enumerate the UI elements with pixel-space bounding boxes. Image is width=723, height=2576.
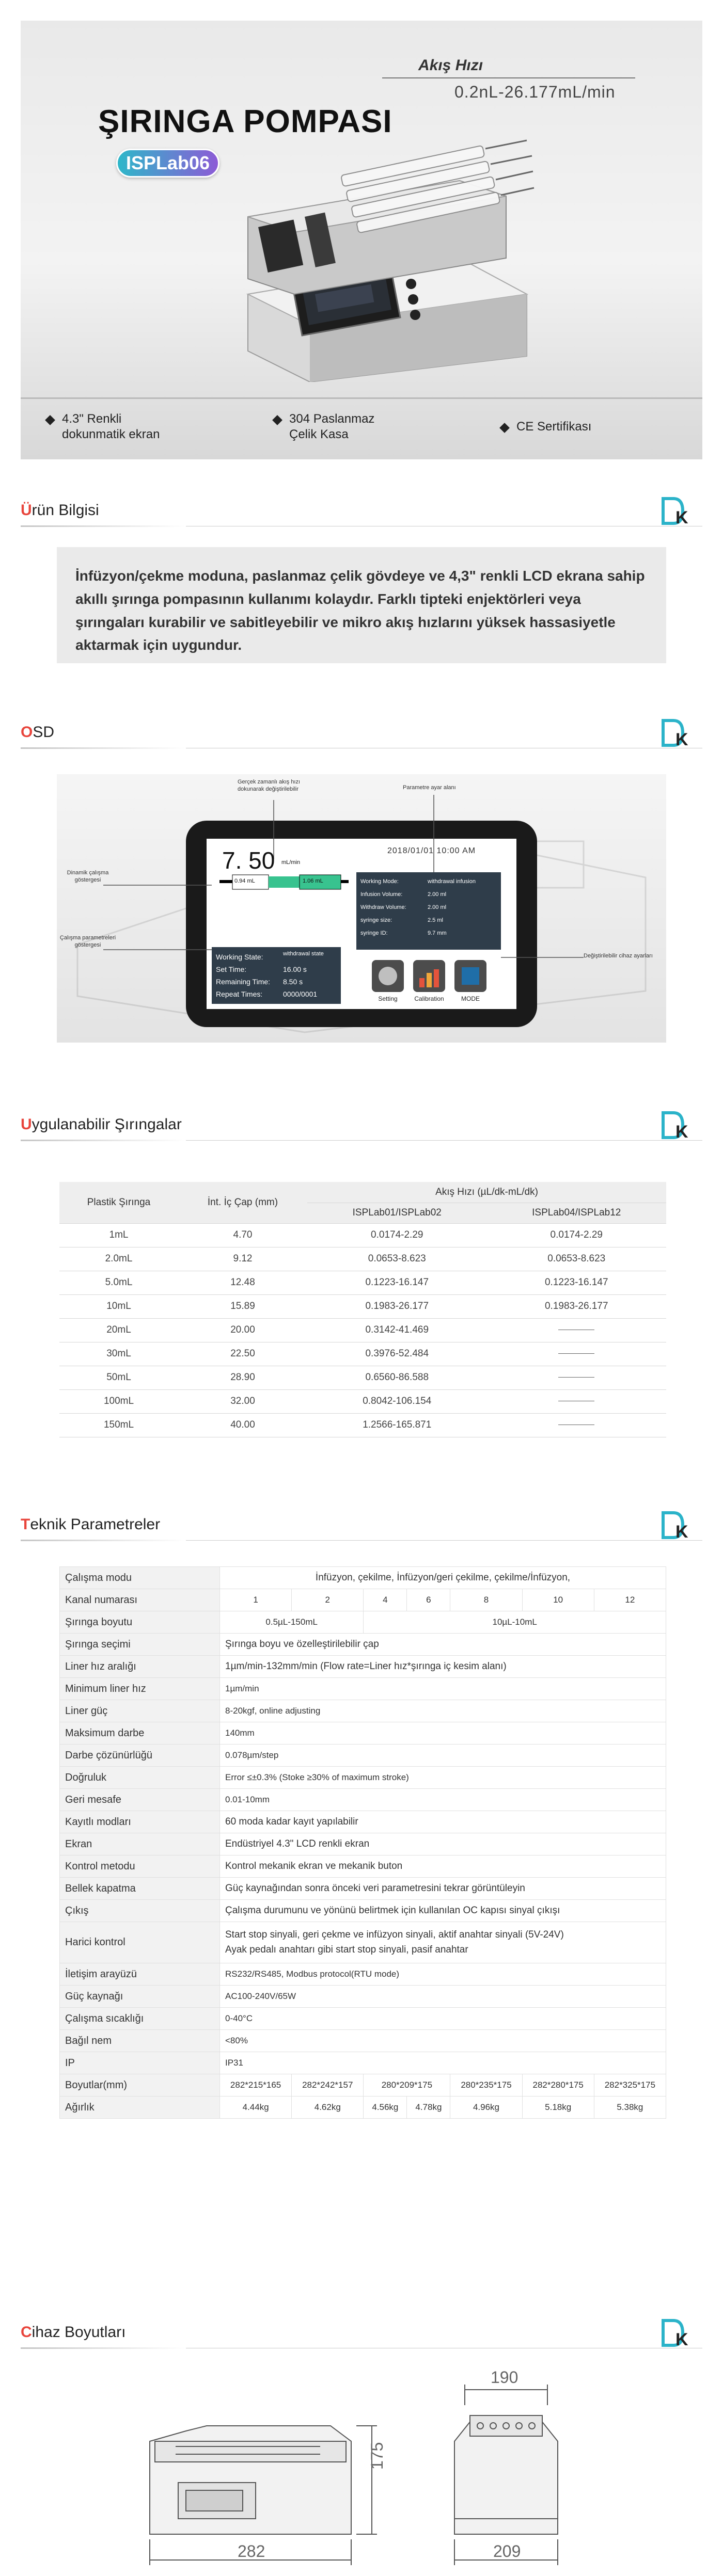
table-row: Çalışma modu İnfüzyon, çekilme, İnfüzyon/geri çekilme, çekilme/İnfüzyon, (60, 1567, 666, 1589)
param-row: Infusion Volume: 2.00 ml (360, 891, 447, 898)
flow-rate-divider (382, 77, 635, 78)
dk-logo-icon (660, 497, 692, 525)
table-row: 100mL 32.00 0.8042-106.154 (59, 1389, 666, 1413)
table-row: Liner hız aralığı 1µm/min-132mm/min (Flow rate=Liner hız*şırınga iç kesim alanı) (60, 1656, 666, 1678)
table-row: Doğruluk Error ≤±0.3% (Stoke ≥30% of maximum stroke) (60, 1767, 666, 1789)
param-row: Working Mode: withdrawal infusion (360, 878, 476, 885)
section-underline (21, 1140, 186, 1141)
table-row: Şırınga seçimi Şırınga boyu ve özelleştirilebilir çap (60, 1634, 666, 1656)
diamond-bullet-icon (45, 415, 55, 425)
section-title: Cihaz Boyutları (21, 2324, 126, 2341)
svg-text:K: K (675, 730, 688, 747)
table-row: Bellek kapatma Güç kaynağından sonra önceki veri parametresini tekrar görüntüleyin (60, 1878, 666, 1900)
table-row: Kontrol metodu Kontrol mekanik ekran ve mekanik buton (60, 1855, 666, 1878)
svg-text:K: K (675, 2330, 688, 2347)
screen-calibration-button[interactable]: Calibration (414, 995, 444, 1002)
table-row: 5.0mL 12.48 0.1223-16.147 0.1223-16.147 (59, 1271, 666, 1294)
table-row: Darbe çözünürlüğü 0.078µm/step (60, 1745, 666, 1767)
screen-datetime: 2018/01/01 10:00 AM (387, 846, 476, 855)
table-row: 2.0mL 9.12 0.0653-8.623 0.0653-8.623 (59, 1247, 666, 1271)
table-row: Liner güç 8-20kgf, online adjusting (60, 1700, 666, 1722)
dk-logo-icon (660, 2318, 692, 2347)
col-header: ISPLab01/ISPLab02 (307, 1203, 487, 1223)
section-title: Uygulanabilir Şırıngalar (21, 1116, 182, 1133)
state-row: Set Time: 16.00 s (216, 965, 307, 973)
dk-logo-icon (660, 718, 692, 747)
syringe-table (59, 1182, 666, 1437)
table-row: Çalışma sıcaklığı 0-40°C (60, 2008, 666, 2030)
dk-logo-icon (660, 1511, 692, 1540)
feature-line: 304 Paslanmaz (289, 411, 375, 426)
svg-text:K: K (675, 1122, 688, 1140)
dim-width-label: 282 (238, 2542, 265, 2561)
screen-syringe-right: 1.06 mL (303, 878, 323, 884)
section-underline (21, 2347, 186, 2349)
state-row: Repeat Times: 0000/0001 (216, 990, 318, 998)
feature-steel (274, 411, 449, 442)
screen-rate-unit: mL/min (281, 859, 301, 866)
screen-state-list (216, 951, 338, 1000)
param-row: syringe ID: 9.7 mm (360, 930, 447, 936)
table-row: Kayıtlı modları 60 moda kadar kayıt yapılabilir (60, 1811, 666, 1833)
dk-logo-icon (660, 1111, 692, 1140)
product-info-text: İnfüzyon/çekme moduna, paslanmaz çelik gövdeye ve 4,3" renkli LCD ekrana sahip akıllı şırınga pompasının kullanımı kolaydır. Farklı tipteki enjektörleri veya şırıngaları kurabilir ve sabitleyebilir ve mikro akış hızlarını yüksek hassasiyetle aktarmak için uygundur. (75, 568, 645, 653)
table-row: 10mL 15.89 0.1983-26.177 0.1983-26.177 (59, 1294, 666, 1318)
osd-diagram (57, 774, 666, 1043)
col-header: ISPLab04/ISPLab12 (487, 1203, 667, 1223)
section-title: OSD (21, 724, 55, 741)
callout-param-area: Parametre ayar alanı (403, 785, 456, 791)
section-underline (21, 747, 186, 749)
diamond-bullet-icon (272, 415, 282, 425)
table-row: Ekran Endüstriyel 4.3" LCD renkli ekran (60, 1833, 666, 1855)
table-row: İletişim arayüzü RS232/RS485, Modbus protocol(RTU mode) (60, 1963, 666, 1986)
param-row: Withdraw Volume: 2.00 ml (360, 904, 447, 910)
section-title: Teknik Parametreler (21, 1516, 161, 1533)
feature-ce (501, 419, 677, 435)
dash-icon (558, 1377, 594, 1378)
feature-line: Çelik Kasa (289, 427, 349, 441)
state-row: Working State: withdrawal state (216, 951, 324, 961)
callout-device-settings: Değiştirilebilir cihaz ayarları (584, 953, 653, 959)
model-badge: ISPLab06 (116, 149, 219, 178)
callout-dynamic: Dinamik çalışma göstergesi (67, 870, 109, 884)
diamond-bullet-icon (499, 423, 510, 433)
table-row: 30mL 22.50 0.3976-52.484 (59, 1342, 666, 1366)
flow-rate-block (382, 57, 635, 102)
section-title: Ürün Bilgisi (21, 502, 99, 519)
table-row: Şırınga boyutu 0.5µL-150mL 10µL-10mL (60, 1611, 666, 1634)
section-header-product-info (21, 490, 702, 526)
svg-text:K: K (675, 1522, 688, 1540)
table-row: Kanal numarası 1 2 4 6 8 10 12 (60, 1589, 666, 1611)
section-header-dimensions (21, 2312, 702, 2348)
table-row: Güç kaynağı AC100-240V/65W (60, 1986, 666, 2008)
callout-state: Çalışma parametreleri göstergesi (59, 935, 116, 949)
tech-param-table (59, 1566, 666, 2119)
col-header: İnt. İç Çap (mm) (178, 1182, 307, 1223)
feature-line: CE Sertifikası (516, 419, 592, 434)
dash-icon (558, 1353, 594, 1354)
product-title: ŞIRINGA POMPASI (98, 104, 392, 139)
screen-param-list (360, 875, 498, 940)
table-row: IP IP31 (60, 2052, 666, 2074)
syringe-pump-image (217, 139, 537, 382)
svg-text:K: K (675, 508, 688, 525)
feature-strip (21, 397, 702, 454)
dim-top-width-label: 190 (491, 2368, 518, 2387)
table-row: 1mL 4.70 0.0174-2.29 0.0174-2.29 (59, 1223, 666, 1247)
callout-realtime-rate: Gerçek zamanlı akış hızı dokunarak değiştirilebilir (238, 779, 301, 793)
col-header: Plastik Şırınga (59, 1182, 178, 1223)
section-underline (21, 525, 186, 527)
flow-rate-value: 0.2nL-26.177mL/min (454, 83, 616, 101)
param-row: syringe size: 2.5 ml (360, 917, 443, 923)
screen-setting-button[interactable]: Setting (378, 995, 398, 1002)
col-header-group: Akış Hızı (µL/dk-mL/dk) (307, 1182, 666, 1203)
table-row: Minimum liner hız 1µm/min (60, 1678, 666, 1700)
table-row: Geri mesafe 0.01-10mm (60, 1789, 666, 1811)
dimension-diagram (21, 2364, 702, 2570)
table-row: 50mL 28.90 0.6560-86.588 (59, 1366, 666, 1389)
screen-rate-value: 7. 50 (222, 847, 275, 874)
dim-height-label: 175 (368, 2442, 386, 2470)
product-info-box (57, 547, 666, 663)
flow-rate-label: Akış Hızı (418, 57, 483, 74)
table-row: Bağıl nem <80% (60, 2030, 666, 2052)
section-underline (21, 1540, 186, 1541)
table-row: Harici kontrol Start stop sinyali, geri çekme ve infüzyon sinyali, aktif anahtar sinyali (5V-24V) Ayak pedalı anahtarı gibi start stop sinyali, pasif anahtar (60, 1922, 666, 1963)
feature-line: 4.3" Renkli (62, 411, 122, 426)
screen-mode-button[interactable]: MODE (461, 995, 480, 1002)
section-header-syringes (21, 1105, 702, 1141)
table-row: Boyutlar(mm) 282*215*165 282*242*157 280*209*175 280*235*175 282*280*175 282*325*175 (60, 2074, 666, 2097)
screen-syringe-left: 0.94 mL (234, 878, 255, 884)
feature-screen (46, 411, 222, 442)
table-row: Maksimum darbe 140mm (60, 1722, 666, 1745)
table-row: 20mL 20.00 0.3142-41.469 (59, 1318, 666, 1342)
state-row: Remaining Time: 8.50 s (216, 978, 303, 986)
hero-banner (21, 21, 702, 459)
table-row: 150mL 40.00 1.2566-165.871 (59, 1413, 666, 1437)
table-row: Ağırlık 4.44kg 4.62kg 4.56kg 4.78kg 4.96kg 5.18kg 5.38kg (60, 2097, 666, 2119)
section-header-tech (21, 1505, 702, 1541)
feature-line: dokunmatik ekran (62, 427, 160, 441)
section-header-osd (21, 712, 702, 748)
dimension-drawings (21, 2364, 702, 2570)
dim-depth-label: 209 (493, 2542, 521, 2561)
table-row: Çıkış Çalışma durumunu ve yönünü belirtmek için kullanılan OC kapısı sinyal çıkışı (60, 1900, 666, 1922)
